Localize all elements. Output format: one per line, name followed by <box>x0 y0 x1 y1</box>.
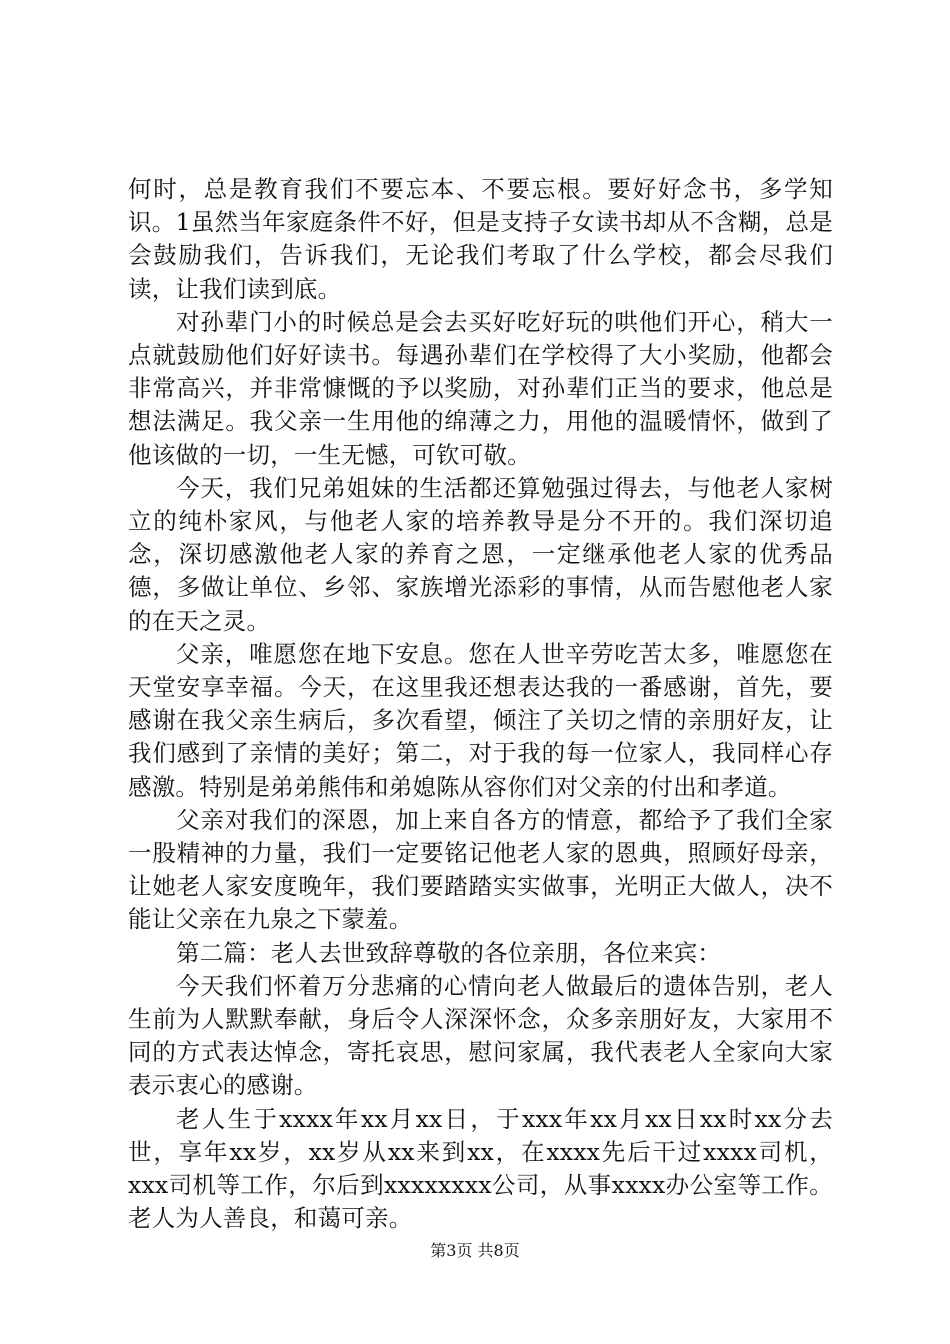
paragraph-2: 对孙辈门小的时候总是会去买好吃好玩的哄他们开心，稍大一点就鼓励他们好好读书。每遇孙辈们在学校得了大小奖励，他都会非常高兴，并非常慷慨的予以奖励，对孙辈们正当的要求，他总是想法满足。我父亲一生用他的绵薄之力，用他的温暖情怀，做到了他该做的一切，一生无憾，可钦可敬。 <box>128 307 833 469</box>
paragraph-5: 父亲对我们的深恩，加上来自各方的情意，都给予了我们全家一股精神的力量，我们一定要铭记他老人家的恩典，照顾好母亲，让她老人家安度晚年，我们要踏踏实实做事，光明正大做人，决不能让父亲在九泉之下蒙羞。 <box>128 805 833 934</box>
document-body <box>128 173 833 1236</box>
paragraph-6: 今天我们怀着万分悲痛的心情向老人做最后的遗体告别，老人生前为人默默奉献，身后令人深深怀念，众多亲朋好友，大家用不同的方式表达悼念，寄托哀思，慰问家属，我代表老人全家向大家表示衷心的感谢。 <box>128 971 833 1100</box>
section-heading: 第二篇：老人去世致辞尊敬的各位亲朋，各位来宾： <box>176 938 722 967</box>
paragraph-3: 今天，我们兄弟姐妹的生活都还算勉强过得去，与他老人家树立的纯朴家风，与他老人家的培养教导是分不开的。我们深切追念，深切感激他老人家的养育之恩，一定继承他老人家的优秀品德，多做让单位、乡邻、家族增光添彩的事情，从而告慰他老人家的在天之灵。 <box>128 473 833 635</box>
paragraph-7: 老人生于xxxx年xx月xx日，于xxx年xx月xx日xx时xx分去世，享年xx岁，xx岁从xx来到xx，在xxxx先后干过xxxx司机，xxx司机等工作，尔后到xxxxxxxx公司，从事xxxx办公室等工作。老人为人善良，和蔼可亲。 <box>128 1104 833 1233</box>
paragraph-1: 何时，总是教育我们不要忘本、不要忘根。要好好念书，多学知识。1虽然当年家庭条件不好，但是支持子女读书却从不含糊，总是会鼓励我们，告诉我们，无论我们考取了什么学校，都会尽我们读，让我们读到底。 <box>128 175 833 303</box>
paragraph-4: 父亲，唯愿您在地下安息。您在人世辛劳吃苦太多，唯愿您在天堂安享幸福。今天，在这里我还想表达我的一番感谢，首先，要感谢在我父亲生病后，多次看望，倾注了关切之情的亲朋好友，让我们感到了亲情的美好；第二，对于我的每一位家人，我同样心存感激。特别是弟弟熊伟和弟媳陈从容你们对父亲的付出和孝道。 <box>128 639 833 801</box>
page-footer: 第3页 共8页 <box>430 1241 520 1260</box>
